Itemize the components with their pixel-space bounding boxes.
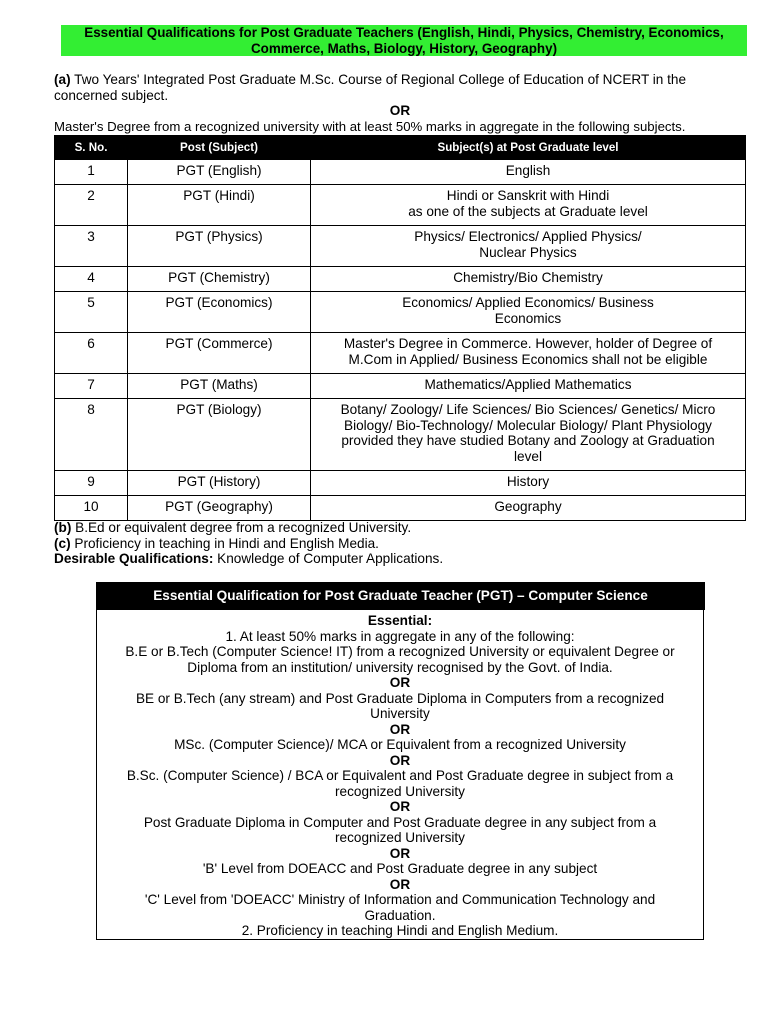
subject-line: Botany/ Zoology/ Life Sciences/ Bio Sciences/ Genetics/ Micro [340,402,716,417]
option-a-text-line-2: concerned subject. [54,87,169,103]
subject-line: level [514,448,542,464]
title-line-2: Commerce, Maths, Biology, History, Geography) [250,40,558,56]
table-row [55,333,746,374]
header-post: Post (Subject) [128,136,311,160]
cell-sno: 7 [55,374,128,399]
cell-sno: 9 [55,471,128,496]
cell-sno: 1 [55,160,128,185]
subject-line: Biology/ Bio-Technology/ Molecular Biology/ Plant Physiology [344,417,712,433]
or-separator: OR [389,103,411,118]
option-c-text: Proficiency in teaching in Hindi and English Media. [70,536,379,551]
subject-line: Physics/ Electronics/ Applied Physics/ [414,229,642,244]
or-separator: OR [389,675,411,690]
cell-post: PGT (Commerce) [128,333,311,374]
cell-subjects [311,267,746,292]
option-a-text-line-1: Two Years' Integrated Post Graduate M.Sc. Course of Regional College of Education of NCERT in the [70,72,687,87]
or-separator: OR [389,845,411,861]
subject-line: M.Com in Applied/ Business Economics shall not be eligible [348,351,708,367]
cell-sno: 8 [55,399,128,471]
cell-subjects [311,333,746,374]
cell-subjects [311,292,746,333]
masters-requirement: Master's Degree from a recognized university with at least 50% marks in aggregate in the following subjects. [54,119,686,134]
table-row [55,267,746,292]
subject-line: Master's Degree in Commerce. However, holder of Degree of [343,336,713,351]
cell-subjects [311,226,746,267]
cell-sno: 3 [55,226,128,267]
essential-label: Essential: [367,613,433,628]
desirable-qualifications [54,551,443,567]
option-c-marker: (c) [54,536,71,551]
computer-science-header: Essential Qualification for Post Graduate Teacher (PGT) – Computer Science [96,582,705,610]
cell-sno: 2 [55,185,128,226]
qualification-line: Post Graduate Diploma in Computer and Post Graduate degree in any subject from a [143,814,657,830]
cell-post: PGT (History) [128,471,311,496]
computer-science-body [101,613,699,939]
table-row [55,399,746,471]
table-row [55,185,746,226]
table-row [55,292,746,333]
qualification-line: recognized University [335,830,465,845]
cell-post: PGT (Biology) [128,399,311,471]
subject-line: Economics [494,310,562,326]
qualification-line: MSc. (Computer Science)/ MCA or Equivalent from a recognized University [174,737,626,752]
cell-post: PGT (Physics) [128,226,311,267]
subject-line: Hindi or Sanskrit with Hindi [446,188,610,203]
qualification-line: 1. At least 50% marks in aggregate in any of the following: [225,628,575,644]
cell-sno: 4 [55,267,128,292]
subject-line: Chemistry/Bio Chemistry [453,270,603,285]
option-a-marker: (a) [54,72,71,87]
subject-line: Nuclear Physics [479,244,577,260]
intro-option-a [54,72,744,103]
option-c [54,536,379,552]
or-separator: OR [389,876,411,892]
header-sno: S. No. [55,136,128,160]
cell-sno: 10 [55,496,128,521]
table-row [55,226,746,267]
cell-subjects [311,185,746,226]
subject-line: Mathematics/Applied Mathematics [424,377,632,392]
cell-post: PGT (Chemistry) [128,267,311,292]
qualification-line: B.Sc. (Computer Science) / BCA or Equivalent and Post Graduate degree in subject from a [126,768,674,783]
cell-subjects [311,496,746,521]
header-subjects: Subject(s) at Post Graduate level [311,136,746,160]
table-header-row [55,136,746,160]
cell-subjects [311,374,746,399]
subject-line: Economics/ Applied Economics/ Business [402,295,654,310]
or-separator: OR [389,799,411,814]
table-row [55,471,746,496]
subject-line: History [506,474,550,489]
cell-post: PGT (Geography) [128,496,311,521]
cell-subjects [311,471,746,496]
cell-subjects [311,399,746,471]
cell-sno: 6 [55,333,128,374]
option-b [54,520,411,536]
qualification-line: BE or B.Tech (any stream) and Post Graduate Diploma in Computers from a recognized [135,690,665,706]
cell-post: PGT (Hindi) [128,185,311,226]
cell-post: PGT (Economics) [128,292,311,333]
option-b-marker: (b) [54,520,72,535]
qualification-line: 'B' Level from DOEACC and Post Graduate degree in any subject [202,861,598,876]
qualification-line: B.E or B.Tech (Computer Science! IT) from a recognized University or equivalent Degree or [125,644,675,659]
option-b-text: B.Ed or equivalent degree from a recognized University. [71,520,412,535]
or-separator: OR [389,752,411,768]
subject-line: as one of the subjects at Graduate level [408,203,648,219]
qualification-line: recognized University [335,783,465,799]
cell-post: PGT (Maths) [128,374,311,399]
qualification-line: Graduation. [364,907,436,923]
qualification-line: 2. Proficiency in teaching Hindi and English Medium. [241,923,559,938]
desirable-text: Knowledge of Computer Applications. [213,551,444,566]
qualification-line: 'C' Level from 'DOEACC' Ministry of Information and Communication Technology and [144,892,656,907]
table-row [55,374,746,399]
cell-post: PGT (English) [128,160,311,185]
qualification-line: University [370,706,430,721]
table-row [55,496,746,521]
or-separator: OR [389,721,411,737]
subject-line: Geography [494,499,562,514]
title-line-1: Essential Qualifications for Post Graduate Teachers (English, Hindi, Physics, Chemistry, Economics, [84,25,724,40]
subject-line: provided they have studied Botany and Zoology at Graduation [341,433,715,448]
page-title [61,25,747,56]
cell-sno: 5 [55,292,128,333]
desirable-label: Desirable Qualifications: [54,551,214,566]
subject-line: English [505,163,551,178]
table-body [55,160,746,521]
pgt-subjects-table [54,135,746,521]
table-row [55,160,746,185]
cell-subjects [311,160,746,185]
qualification-line: Diploma from an institution/ university recognised by the Govt. of India. [187,659,613,675]
